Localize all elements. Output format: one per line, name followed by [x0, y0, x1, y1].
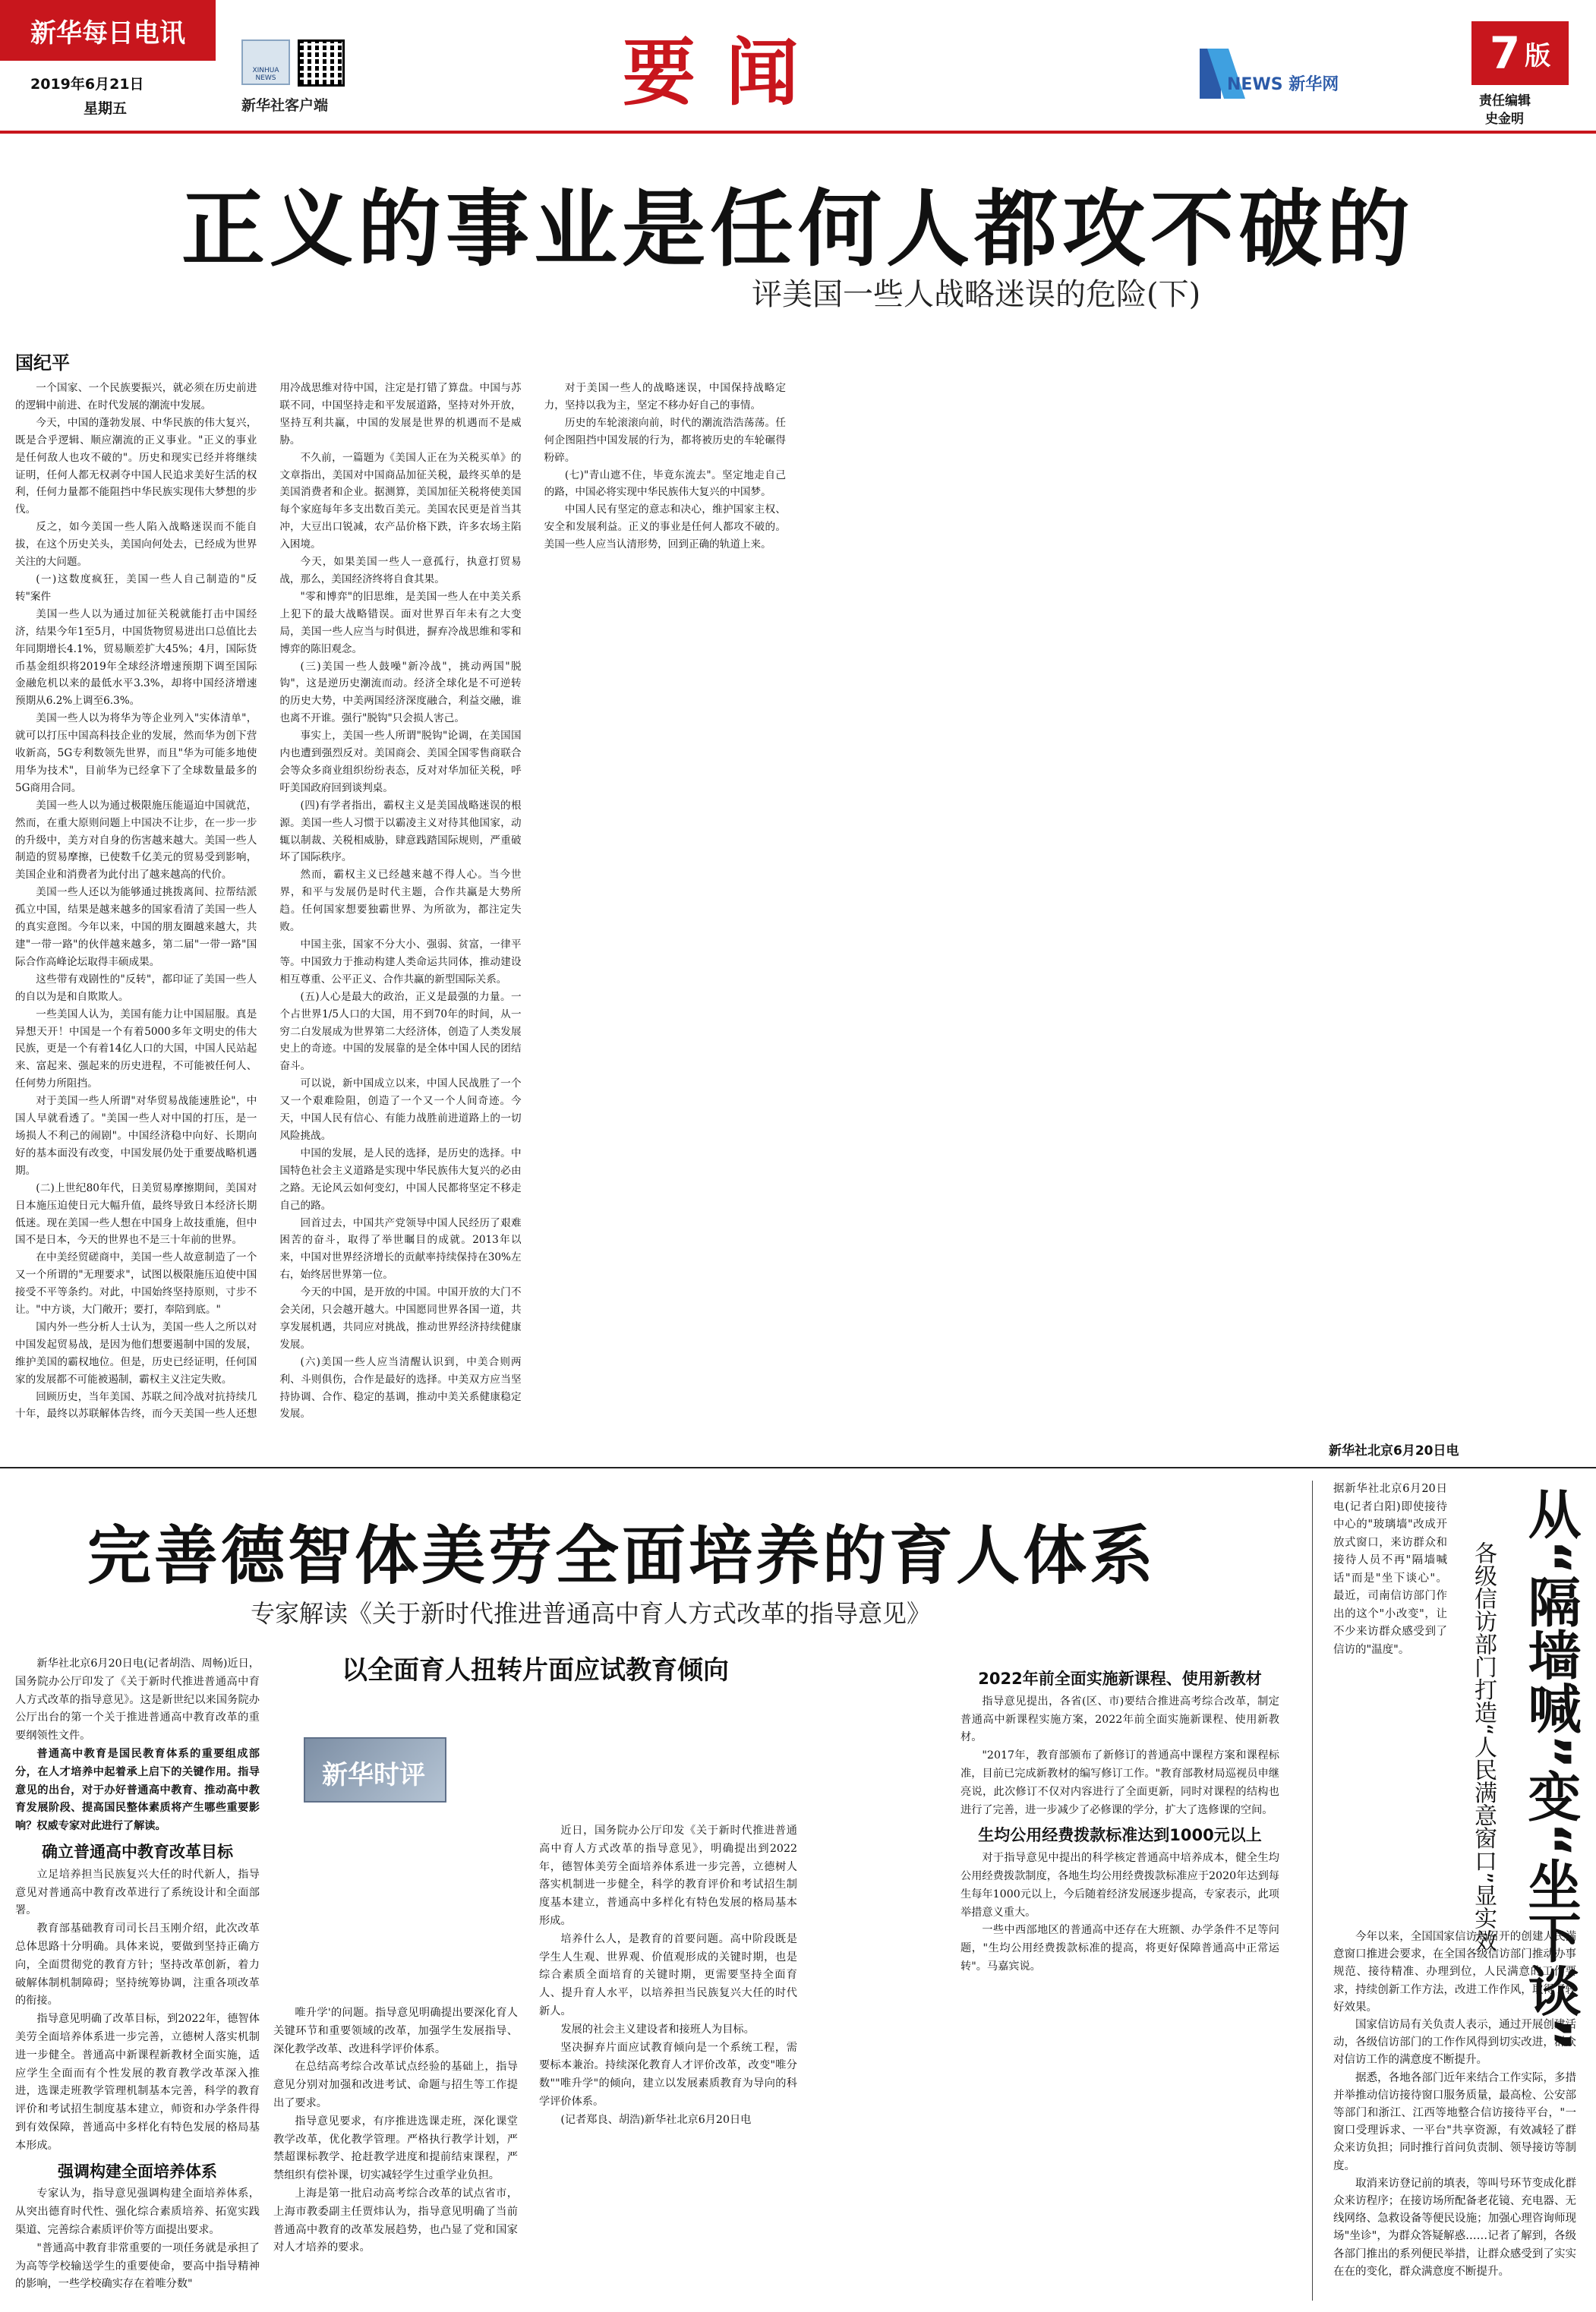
page-suffix: 版 — [1525, 40, 1551, 71]
article1-paragraph: (三)美国一些人鼓噪"新冷战"，挑动两国"脱钩"，这是逆历史潮流而动。经济全球化是不可逆转的历史大势，中美两国经济深度融合，利益交融，谁也离不开谁。强行"脱钩"只会损人害己。 — [279, 660, 522, 725]
comment-paragraph: 在总结高考综合改革试点经验的基础上，指导意见分别对加强和改进考试、命题与招生等工作提出了要求。 — [273, 2061, 518, 2109]
article1-paragraph: 一些美国人认为，美国有能力让中国屈服。真是异想天开！中国是一个有着5000多年文明史的伟大民族，更是一个有着14亿人口的大国，中国人民站起来、富起来、强起来的历史进程，不可能被任何人、任何势力所阻挡。 — [15, 1008, 257, 1090]
article2-subheading-3: 2022年前全面实施新课程、使用新教材 — [978, 1670, 1262, 1688]
article1-subhead: 评美国一些人战略迷误的危险(下) — [752, 277, 1201, 312]
article3-lead: 据新华社北京6月20日电(记者白阳)即使接待中心的"玻璃墙"改成开放式窗口，来访群众和接待人员不再"隔墙喊话"而是"坐下谈心"。最近，司南信访部门作出的这个"小改变"，让不少来访群众感受到了信访的"温度"。 — [1333, 1483, 1447, 1656]
article1-headline: 正义的事业是任何人都攻不破的 — [181, 181, 1415, 278]
article2-paragraph: 指导意见提出，各省(区、市)要结合推进高考综合改革，制定普通高中新课程实施方案，2022年前全面实施新课程、使用新教材。 — [960, 1695, 1279, 1744]
article3-subtitle: 各级信访部门打造“人民满意窗口”显实效 — [1470, 1541, 1497, 1953]
article2-subheading-2: 强调构建全面培养体系 — [58, 2162, 217, 2181]
issue-date: 2019年6月21日 — [30, 76, 144, 93]
article1-paragraph: (一)这数度疯狂，美国一些人自己制造的"反转"案件 — [15, 572, 257, 603]
comment-body-left — [273, 1830, 518, 1997]
editor-name: 史金明 — [1485, 112, 1524, 127]
comment-paragraph: 培养什么人，是教育的首要问题。高中阶段既是学生人生观、世界观、价值观形成的关键时期，也是综合素质全面培育的关键时期，更需要坚持全面育人、提升育人水平，以培养担当民族复兴大任的时代新人。 — [539, 1932, 797, 2017]
article2-column-3 — [960, 1663, 1279, 2301]
xinhua-comment-badge — [304, 1737, 446, 1803]
column-divider — [1312, 1481, 1313, 2301]
qr-code-icon — [298, 39, 345, 87]
article3-paragraph: 国家信访局有关负责人表示，通过开展创建活动，各级信访部门的工作作风得到切实改进，群众对信访工作的满意度不断提升。 — [1333, 2019, 1576, 2067]
article1-paragraph: (七)"青山遮不住，毕竟东流去"。坚定地走自己的路，中国必将实现中华民族伟大复兴的中国梦。 — [544, 468, 786, 499]
xinhua-client-logo-icon — [241, 39, 290, 85]
article1-paragraph: 然而，霸权主义已经越来越不得人心。当今世界，和平与发展仍是时代主题，合作共赢是大势所趋。任何国家想要独霸世界、为所欲为，都注定失败。 — [279, 869, 522, 934]
article1-paragraph: 中国主张，国家不分大小、强弱、贫富，一律平等。中国致力于推动构建人类命运共同体，推动建设相互尊重、公平正义、合作共赢的新型国际关系。 — [279, 938, 522, 986]
article2-paragraph: "2017年，教育部颁布了新修订的普通高中课程方案和课程标准，目前已完成新教材的编写修订工作。"教育部教材局巡视员申继亮说，此次修订不仅对内容进行了全面更新，同时对课程的结构也进行了完善，进一步减少了必修课的学分，扩大了选修课的空间。 — [960, 1749, 1279, 1816]
comment-body-lower — [273, 2004, 518, 2301]
comment-body-right — [539, 1822, 797, 2232]
section-divider — [0, 1467, 1596, 1468]
comment-headline: 以全面育人扭转片面应试教育倾向 — [342, 1655, 729, 1686]
article2-subheading-4: 生均公用经费拨款标准达到1000元以上 — [978, 1826, 1262, 1845]
article1-paragraph: 今天，中国的蓬勃发展、中华民族的伟大复兴，既是合乎逻辑、顺应潮流的正义事业。"正义的事业是任何敌人也攻不破的"。历史和现实已经并将继续证明，任何人都无权剥夺中国人民追求美好生活的权利，任何力量都不能阻挡中华民族实现伟大梦想的步伐。 — [15, 416, 257, 516]
article2-paragraph: 专家认为，指导意见强调构建全面培养体系，从突出德育时代性、强化综合素质培养、拓宽实践渠道、完善综合素质评价等方面提出要求。 — [15, 2187, 260, 2236]
page-number: 7 — [1489, 27, 1521, 79]
article2-subheading-1: 确立普通高中教育改革目标 — [42, 1842, 233, 1861]
article1-paragraph: 在中美经贸磋商中，美国一些人故意制造了一个又一个所谓的"无理要求"，试图以极限施压迫使中国接受不平等条约。对此，中国始终坚持原则，寸步不让。"中方谈，大门敞开；要打，奉陪到底。" — [15, 1251, 257, 1317]
article1-paragraph: 一个国家、一个民族要振兴，就必须在历史前进的逻辑中前进、在时代发展的潮流中发展。 — [15, 382, 257, 412]
article2-paragraph: 指导意见明确了改革目标，到2022年，德智体美劳全面培养体系进一步完善，立德树人落实机制进一步健全。普通高中新课程新教材全面实施，适应学生全面而有个性发展的教育教学改革深入推进，选课走班教学管理机制基本完善，科学的教育评价和考试招生制度基本建立，师资和办学条件得到有效保障，普通高中多样化有特色发展的格局基本形成。 — [15, 2013, 260, 2152]
newspaper-brand: 新华每日电讯 — [0, 0, 216, 61]
masthead-rule — [0, 131, 1596, 134]
article1-paragraph: 今天的中国，是开放的中国。中国开放的大门不会关闭，只会越开越大。中国愿同世界各国一道，共享发展机遇，共同应对挑战，推动世界经济持续健康发展。 — [279, 1286, 522, 1351]
nn-logo-text: NEWS 新华网 — [1227, 75, 1339, 94]
article3-paragraph: 据悉，各地各部门近年来结合工作实际，多措并举推动信访接待窗口服务质量，最高检、公安部等部门和浙江、江西等地整合信访接待平台，"一窗口受理诉求、一平台"共享资源，有效减轻了群众来访负担；同时推行首问负责制、领导接访等制度。 — [1333, 2071, 1576, 2172]
client-label: 新华社客户端 — [241, 97, 329, 114]
article1-paragraph: 这些带有戏剧性的"反转"，都印证了美国一些人的自以为是和自欺欺人。 — [15, 973, 257, 1003]
client-logo-text: XINHUA NEWS — [252, 67, 279, 82]
article1-paragraph: 回首过去，中国共产党领导中国人民经历了艰难困苦的奋斗，取得了举世瞩目的成就。2013年以来，中国对世界经济增长的贡献率持续保持在30%左右，始终居世界第一位。 — [279, 1216, 522, 1282]
article1-paragraph: (六)美国一些人应当清醒认识到，中美合则两利、斗则俱伤，合作是最好的选择。中美双方应当坚持协调、合作、稳定的基调，推动中美关系健康稳定发展。 — [279, 1355, 522, 1421]
article1-paragraph: 可以说，新中国成立以来，中国人民战胜了一个又一个艰难险阻，创造了一个又一个人间奇迹。今天，中国人民有信心、有能力战胜前进道路上的一切风险挑战。 — [279, 1077, 522, 1142]
article2-paragraph: 新华社北京6月20日电(记者胡浩、周畅)近日，国务院办公厅印发了《关于新时代推进普通高中育人方式改革的指导意见》。这是新世纪以来国务院办公厅出台的第一个关于推进普通高中教育改革的重要纲领性文件。 — [15, 1658, 260, 1743]
article1-paragraph: 美国一些人还以为能够通过挑拨离间、拉帮结派孤立中国，结果是越来越多的国家看清了美国一些人的真实意图。今年以来，中国的朋友圈越来越大，共建"一带一路"的伙伴越来越多，第二届"一带一路"国际合作高峰论坛取得丰硕成果。 — [15, 886, 257, 968]
article1-paragraph: (二)上世纪80年代，日美贸易摩擦期间，美国对日本施压迫使日元大幅升值，最终导致日本经济长期低迷。现在美国一些人想在中国身上故技重施，但中国不是日本，今天的世界也不是三十年前的世界。 — [15, 1181, 257, 1247]
article1-paragraph: 事实上，美国一些人所谓"脱钩"论调，在美国国内也遭到强烈反对。美国商会、美国全国零售商联合会等众多商业组织纷纷表态，反对对华加征关税，呼吁美国政府回到谈判桌。 — [279, 730, 522, 794]
comment-paragraph: 近日，国务院办公厅印发《关于新时代推进普通高中育人方式改革的指导意见》，明确提出到2022年，德智体美劳全面培养体系进一步完善，立德树人落实机制进一步健全，科学的教育评价和考试招生制度基本建立，普通高中多样化有特色发展的格局基本形成。 — [539, 1825, 797, 1927]
article1-paragraph: 中国的发展，是人民的选择，是历史的选择。中国特色社会主义道路是实现中华民族伟大复兴的必由之路。无论风云如何变幻，中国人民都将坚定不移走自己的路。 — [279, 1147, 522, 1212]
article1-paragraph: 对于美国一些人的战略迷误，中国保持战略定力，坚持以我为主，坚定不移办好自己的事情。 — [544, 382, 786, 412]
article2-headline: 完善德智体美劳全面培养的育人体系 — [87, 1519, 1157, 1593]
article2-paragraph: 一些中西部地区的普通高中还存在大班额、办学条件不足等问题，"生均公用经费拨款标准的提高，将更好保障普通高中正常运转"。马嘉宾说。 — [960, 1924, 1279, 1973]
article3-title: 从“隔墙喊”变“坐下谈” — [1519, 1487, 1582, 2052]
article3-body — [1333, 1929, 1576, 2301]
article1-paragraph: 美国一些人以为通过加征关税就能打击中国经济，结果今年1至5月，中国货物贸易进出口总值比去年同期增长4.1%，贸易顺差扩大45%；4月，国际货币基金组织将2019年全球经济增速预期下调至国际金融危机以来的最低水平3.3%，却将中国经济增速预期从6.2%上调至6.3%。 — [15, 607, 257, 708]
article1-paragraph: 对于美国一些人所谓"对华贸易战能速胜论"，中国人早就看透了。"美国一些人对中国的打压，是一场损人不利己的闹剧"。中国经济稳中向好、长期向好的基本面没有改变，中国发展仍处于重要战略机遇期。 — [15, 1095, 257, 1177]
article1-paragraph: 国内外一些分析人士认为，美国一些人之所以对中国发起贸易战，是因为他们想要遏制中国的发展，维护美国的霸权地位。但是，历史已经证明，任何国家的发展都不可能被遏制，霸权主义注定失败。 — [15, 1320, 257, 1386]
article1-paragraph: 今天，如果美国一些人一意孤行，执意打贸易战，那么，美国经济终将自食其果。 — [279, 556, 522, 585]
editor-label: 责任编辑 — [1479, 93, 1531, 109]
article1-paragraph: 不久前，一篇题为《美国人正在为关税买单》的文章指出，美国对中国商品加征关税，最终买单的是美国消费者和企业。据测算，美国加征关税将使美国每个家庭每年多支出数百美元。美国农民更是首当其冲，大豆出口锐减，农产品价格下跌，许多农场主陷入困境。 — [279, 451, 522, 551]
article1-paragraph: (四)有学者指出，霸权主义是美国战略迷误的根源。美国一些人习惯于以霸凌主义对待其他国家，动辄以制裁、关税相威胁，肆意践踏国际规则，严重破坏了国际秩序。 — [279, 799, 522, 864]
article1-paragraph: 历史的车轮滚滚向前，时代的潮流浩浩荡荡。任何企图阻挡中国发展的行为，都将被历史的车轮碾得粉碎。 — [544, 416, 786, 464]
article1-paragraph: (五)人心是最大的政治，正义是最强的力量。一个占世界1/5人口的大国，用不到70年的时间，从一穷二白发展成为世界第二大经济体，创造了人类发展史上的奇迹。中国的发展靠的是全体中国人民的团结奋斗。 — [279, 990, 522, 1073]
article1-paragraph: 反之，如今美国一些人陷入战略迷误而不能自拔，在这个历史关头，美国向何处去，已经成为世界关注的大问题。 — [15, 521, 257, 569]
article2-subhead: 专家解读《关于新时代推进普通高中育人方式改革的指导意见》 — [251, 1599, 932, 1628]
comment-paragraph: 唯升学'的问题。指导意见明确提出要深化育人关键环节和重要领域的改革，加强学生发展指导、深化教学改革、改进科学评价体系。 — [273, 2007, 518, 2055]
article3-paragraph: 今年以来，全国国家信访局召开的创建人民满意窗口推进会要求，在全国各级信访部门推动办事规范、接待精准、办理到位，人民满意的工作要求，持续创新工作方法，改进工作作风，取得了较好效果。 — [1333, 1931, 1576, 2014]
article1-paragraph: "零和博弈"的旧思维，是美国一些人在中美关系上犯下的最大战略错误。面对世界百年未有之大变局，美国一些人应当与时俱进，摒弃冷战思维和零和博弈的陈旧观念。 — [279, 590, 522, 655]
article2-paragraph: 对于指导意见中提出的科学核定普通高中培养成本，健全生均公用经费拨款制度，各地生均公用经费拨款标准应于2020年达到每生每年1000元以上，今后随着经济发展逐步提高，专家表示，此项举措意义重大。 — [960, 1852, 1279, 1919]
masthead — [0, 0, 1596, 135]
article1-paragraph: 美国一些人以为将华为等企业列入"实体清单"，就可以打压中国高科技企业的发展，然而华为创下营收新高，5G专利数领先世界，而且"华为可能多地使用华为技术"，目前华为已经拿下了全球数量最多的5G商用合同。 — [15, 712, 257, 794]
comment-paragraph: (记者郑良、胡浩)新华社北京6月20日电 — [560, 2113, 752, 2126]
comment-paragraph: 上海是第一批启动高考综合改革的试点省市，上海市教委副主任贾炜认为，指导意见明确了当前普通高中教育的改革发展趋势，也凸显了党和国家对人才培养的要求。 — [273, 2187, 518, 2254]
section-title: 要闻 — [623, 30, 829, 115]
article1-paragraph: 回顾历史，当年美国、苏联之间冷战对抗持续几十年，最终以苏联解体告终，而今天美国一些人还想用冷战思维对待中国，注定是打错了算盘。中国与苏联不同，中国坚持走和平发展道路，坚持对外开放，坚持互利共赢，中国的发展是世界的机遇而不是威胁。 — [15, 382, 522, 1421]
article2-column-1 — [15, 1655, 260, 2301]
article2-paragraph: 教育部基础教育司司长吕玉刚介绍，此次改革总体思路十分明确。具体来说，要做到坚持正确方向，全面贯彻党的教育方针；坚持改革创新，着力破解体制机制障碍；坚持统筹协调，注重各项改革的衔接。 — [15, 1922, 260, 2008]
article1-body — [15, 380, 1579, 1435]
article1-dateline: 新华社北京6月20日电 — [1329, 1443, 1459, 1459]
article2-paragraph: 立足培养担当民族复兴大任的时代新人，指导意见对普通高中教育改革进行了系统设计和全面部署。 — [15, 1868, 260, 1917]
xinhua-comment-label: 新华时评 — [322, 1760, 425, 1790]
xinhuanet-logo-icon — [1200, 41, 1339, 106]
comment-paragraph: 发展的社会主义建设者和接班人为目标。 — [560, 2023, 755, 2036]
issue-weekday: 星期五 — [84, 100, 128, 117]
article1-byline: 国纪平 — [15, 352, 70, 374]
comment-paragraph: 指导意见要求，有序推进选课走班，深化课堂教学改革，优化教学管理。严格执行教学计划，严禁超课标教学、抢赶教学进度和提前结束课程，严禁组织有偿补课，切实减轻学生过重学业负担。 — [273, 2115, 518, 2182]
article1-paragraph: 美国一些人以为通过极限施压能逼迫中国就范，然而，在重大原则问题上中国决不让步，在一步一步的升级中，美方对自身的伤害越来越大。美国一些人制造的贸易摩擦，已使数千亿美元的贸易受到影响，美国企业和消费者为此付出了越来越高的代价。 — [15, 799, 257, 882]
page-number-box — [1471, 21, 1569, 85]
article2-paragraph: 普通高中教育是国民教育体系的重要组成部分，在人才培养中起着承上启下的关键作用。指导意见的出台，对于办好普通高中教育、推动高中教育发展阶段、提高国民整体素质将产生哪些重要影响？权威专家对此进行了解读。 — [15, 1747, 260, 1833]
article3-paragraph: 取消来访登记前的填表，等叫号环节变成化群众来访程序；在接访场所配备老花镜、充电器、无线网络、急救设备等便民设施；加强心理咨询师现场"坐诊"，为群众答疑解惑……记者了解到，各级各部门推出的系列便民举措，让群众感受到了实实在在的变化，群众满意度不断提升。 — [1333, 2177, 1576, 2278]
article1-paragraph: 中国人民有坚定的意志和决心，维护国家主权、安全和发展利益。正义的事业是任何人都攻不破的。美国一些人应当认清形势，回到正确的轨道上来。 — [544, 503, 786, 551]
article2-paragraph: "普通高中教育非常重要的一项任务就是承担了为高等学校输送学生的重要使命，要高中指导精神的影响，一些学校确实存在着唯分数" — [15, 2241, 260, 2291]
comment-paragraph: 坚决摒弃片面应试教育倾向是一个系统工程，需要标本兼治。持续深化教育人才评价改革，改变"唯分数""唯升学"的倾向，建立以发展素质教育为导向的科学评价体系。 — [539, 2041, 797, 2108]
